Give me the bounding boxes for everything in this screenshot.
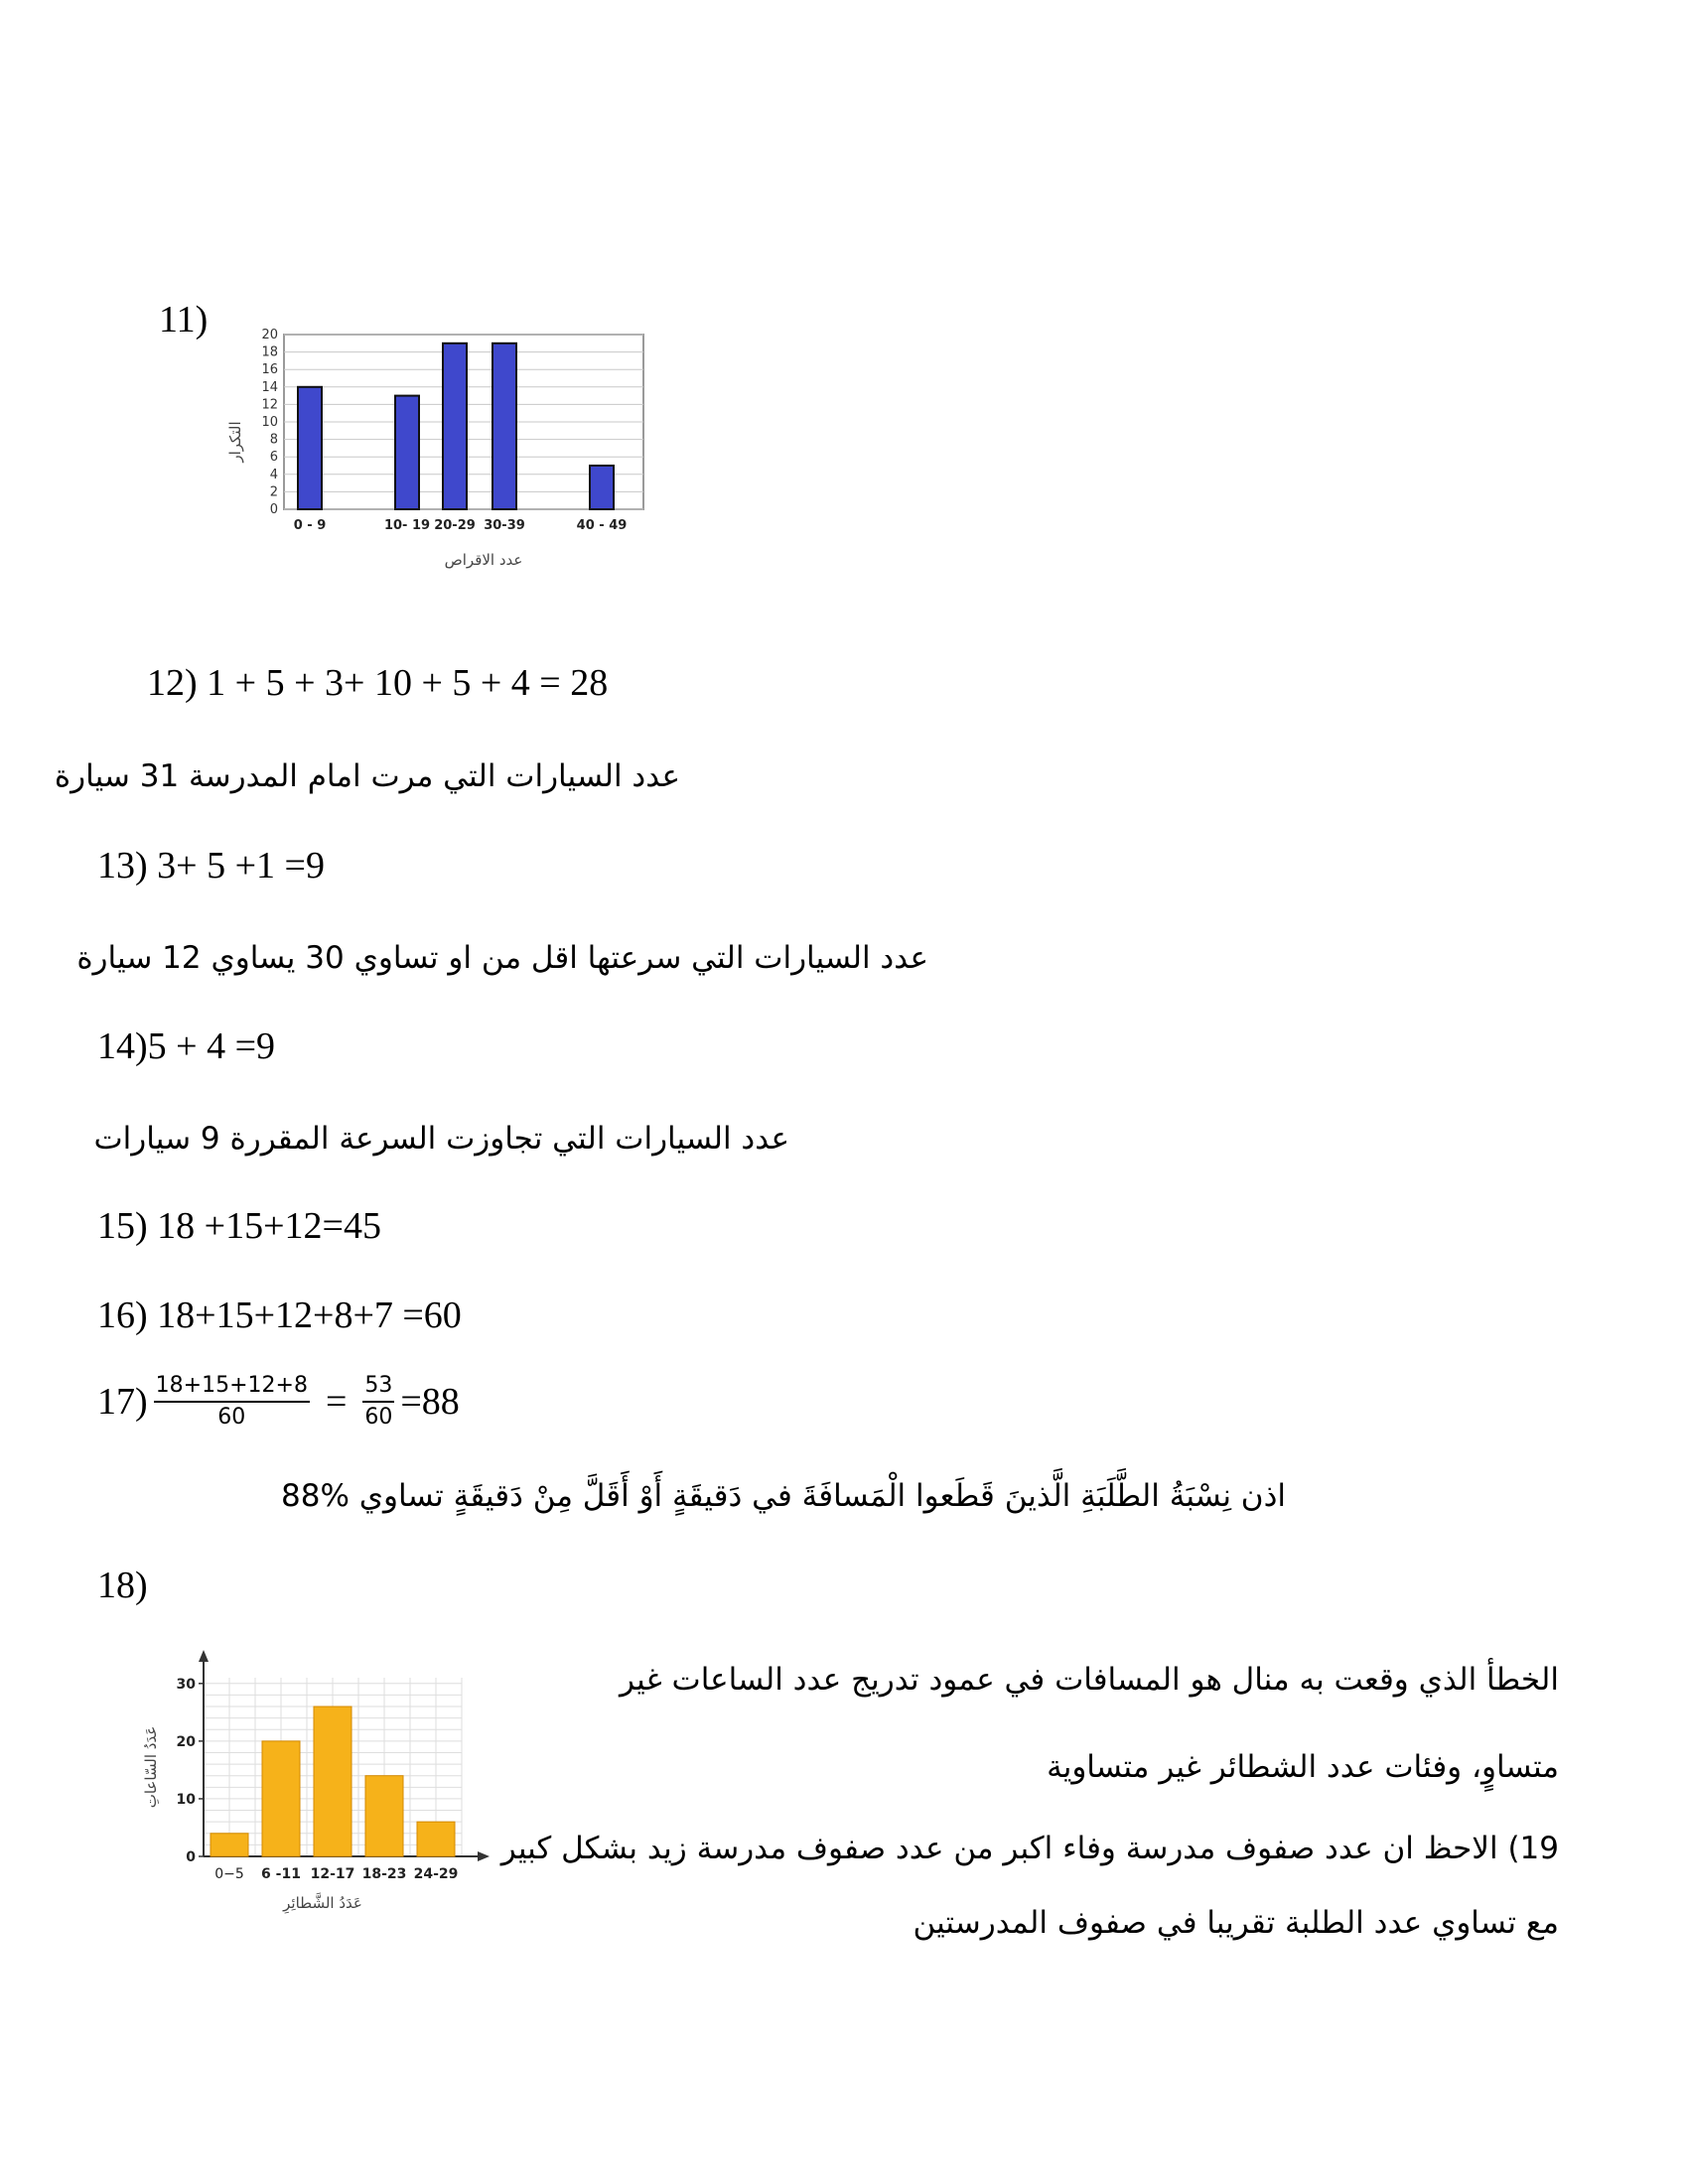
chart1-bar — [492, 343, 516, 509]
chart1-y-tick-label: 6 — [269, 450, 278, 466]
chart-sandwich-hours — [134, 1648, 492, 1921]
q17-equals-sign: = — [325, 1381, 348, 1423]
chart1-x-tick-label: 20-29 — [434, 518, 476, 533]
q17-fraction-2 — [362, 1373, 394, 1431]
chart2-bar — [365, 1776, 403, 1856]
chart-disc-frequency — [226, 323, 663, 586]
chart1-y-tick-label: 0 — [269, 502, 278, 517]
chart1-bar — [590, 466, 614, 509]
q17-equation — [97, 1373, 460, 1431]
q17-fraction-1 — [154, 1373, 310, 1431]
chart1-x-tick-label: 0 - 9 — [293, 518, 327, 533]
chart2-y-tick-label: 20 — [176, 1733, 196, 1750]
chart2-x-tick-label: 18-23 — [361, 1866, 407, 1882]
q16-equation: 16) 18+15+12+8+7 =60 — [97, 1295, 462, 1336]
q19-line-2: مع تساوي عدد الطلبة تقريبا في صفوف المدرستين — [913, 1905, 1559, 1941]
chart2-x-tick-label: 24-29 — [413, 1866, 459, 1882]
chart-sandwich-hours-svg — [134, 1648, 492, 1916]
chart2-x-tick-label: 12-17 — [310, 1866, 355, 1882]
q17-fraction-1-numerator: 18+15+12+8 — [154, 1373, 310, 1403]
q13-text: عدد السيارات التي سرعتها اقل من او تساوي 30 يساوي 12 سيارة — [76, 940, 928, 976]
chart2-bar — [262, 1741, 300, 1856]
chart2-y-tick-label: 0 — [186, 1849, 196, 1865]
q18-label: 18) — [97, 1565, 148, 1606]
chart2-bar — [417, 1822, 455, 1856]
q12-text: عدد السيارات التي مرت امام المدرسة 31 سيارة — [54, 758, 680, 794]
chart1-y-tick-label: 20 — [261, 328, 278, 342]
chart2-bar — [211, 1834, 248, 1856]
chart1-bar — [395, 396, 419, 509]
q17-label: 17) — [97, 1381, 148, 1423]
chart2-y-axis-label: عَدَدُ السّاعاتِ — [142, 1725, 160, 1809]
chart1-y-tick-label: 10 — [261, 415, 278, 430]
chart1-bar — [443, 343, 467, 509]
q18-line-2: متساوٍ، وفئات عدد الشطائر غير متساوية — [1047, 1749, 1559, 1785]
q13-equation: 13) 3+ 5 +1 =9 — [97, 845, 325, 887]
chart1-y-tick-label: 2 — [269, 484, 278, 500]
q17-text: اذن نِسْبَةُ الطَّلَبَةِ الَّذينَ قَطَعوا الْمَسافَةَ في دَقيقَةٍ أَوْ أَقَلَّ مِنْ دَقيقَةٍ تساوي %88 — [281, 1478, 1286, 1514]
chart2-x-tick-label: 6 -11 — [261, 1866, 301, 1882]
q17-result: =88 — [400, 1381, 460, 1423]
q18-line-1: الخطأ الذي وقعت به منال هو المسافات في عمود تدريج عدد الساعات غير — [620, 1662, 1559, 1698]
q15-equation: 15) 18 +15+12=45 — [97, 1205, 381, 1247]
q17-fraction-2-denominator: 60 — [364, 1405, 393, 1430]
chart1-x-tick-label: 10- 19 — [383, 518, 431, 533]
chart1-x-tick-label: 30-39 — [484, 518, 525, 533]
q19-line-1: 19) الاحظ ان عدد صفوف مدرسة وفاء اكبر من عدد صفوف مدرسة زيد بشكل كبير — [500, 1831, 1559, 1866]
chart1-y-tick-label: 8 — [269, 432, 278, 448]
q14-text: عدد السيارات التي تجاوزت السرعة المقررة 9 سيارات — [93, 1121, 789, 1157]
chart2-x-axis-arrow — [478, 1851, 490, 1861]
chart1-bar — [298, 387, 322, 509]
chart-disc-frequency-svg — [226, 323, 663, 581]
chart1-y-tick-label: 4 — [269, 467, 278, 482]
chart1-y-tick-label: 12 — [261, 397, 278, 413]
chart1-y-axis-label: التكرار — [226, 421, 244, 463]
q14-equation: 14)5 + 4 =9 — [97, 1025, 276, 1067]
chart1-y-tick-label: 14 — [261, 379, 278, 395]
chart2-y-tick-label: 10 — [176, 1791, 196, 1808]
chart2-y-axis-arrow — [199, 1650, 209, 1662]
q12-equation: 12) 1 + 5 + 3+ 10 + 5 + 4 = 28 — [147, 662, 609, 704]
chart1-y-tick-label: 18 — [261, 344, 278, 360]
chart2-bar — [314, 1706, 352, 1856]
q17-fraction-1-denominator: 60 — [217, 1405, 246, 1430]
chart1-x-axis-label: عدد الاقراص — [444, 551, 523, 569]
q17-fraction-2-numerator: 53 — [362, 1373, 394, 1403]
q11-label: 11) — [159, 299, 209, 341]
chart2-y-tick-label: 30 — [176, 1676, 196, 1693]
chart1-x-tick-label: 40 - 49 — [576, 518, 628, 533]
chart2-x-axis-label: عَدَدُ الشَّطائِرِ — [283, 1894, 362, 1912]
chart2-x-tick-label: 0−5 — [214, 1866, 244, 1882]
chart1-y-tick-label: 16 — [261, 362, 278, 378]
